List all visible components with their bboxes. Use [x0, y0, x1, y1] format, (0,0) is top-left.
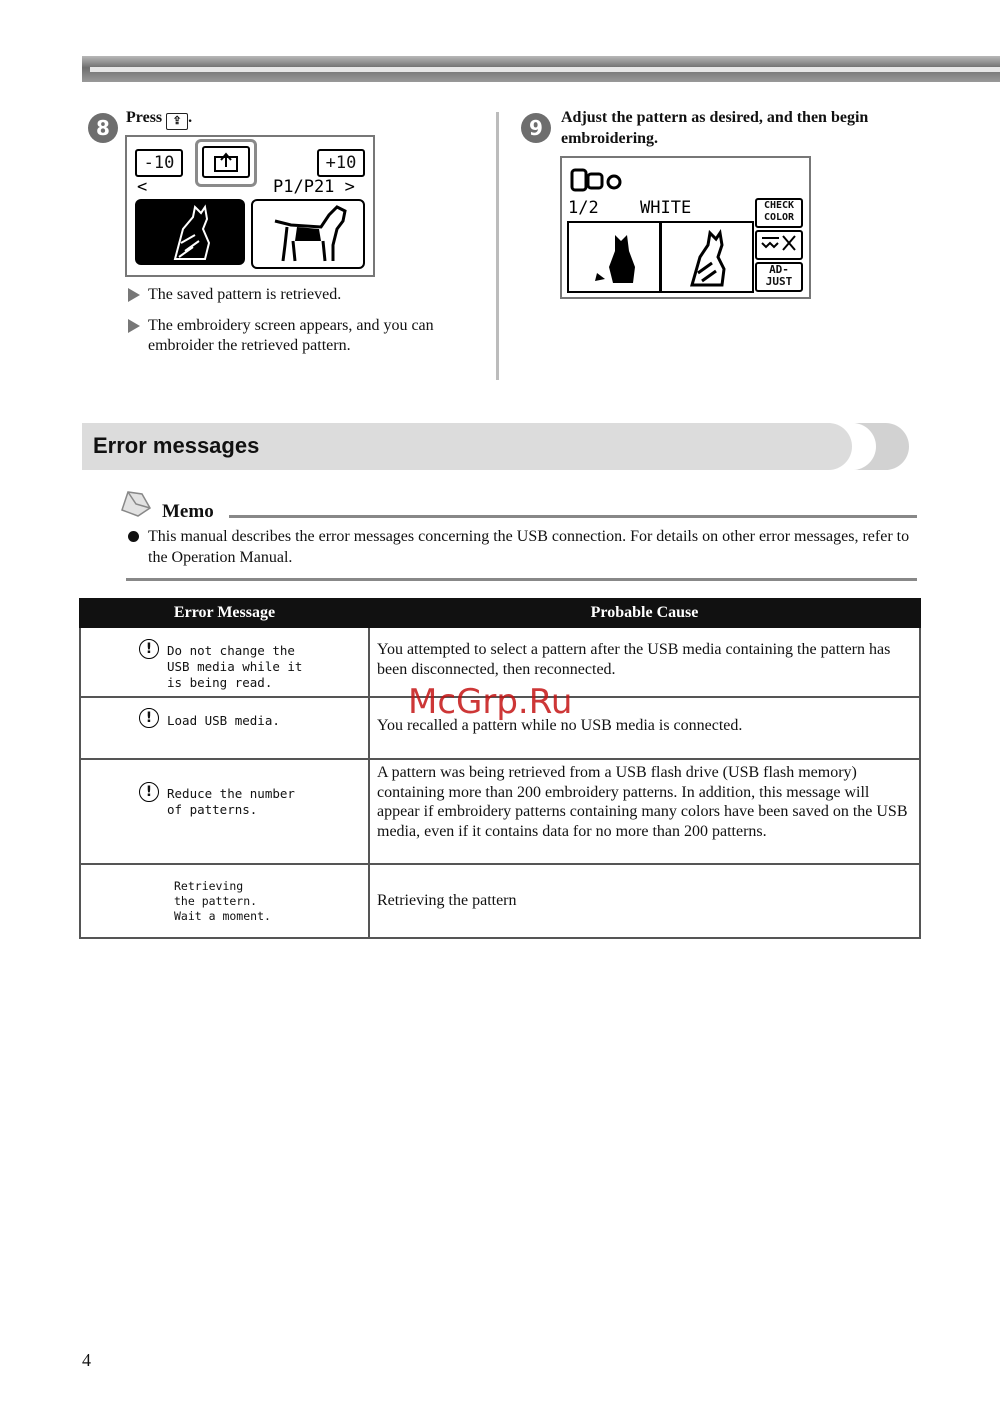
dog-silhouette-icon: [662, 223, 752, 291]
pattern-thumbnail[interactable]: [251, 199, 365, 269]
pattern-thumbnail-selected[interactable]: [135, 199, 245, 265]
error-message-cell: [80, 759, 369, 864]
column-divider: [496, 112, 499, 380]
step-8-title: [126, 107, 192, 130]
page-number: 4: [82, 1350, 91, 1370]
memo-rule-top: [229, 515, 917, 518]
thread-cut-button[interactable]: [755, 230, 803, 260]
retrieve-icon: [213, 151, 239, 173]
retrieve-key-icon: ⇪: [166, 113, 188, 130]
cat-silhouette-icon: [569, 223, 659, 291]
dog-pattern-icon: [135, 199, 245, 265]
embroidery-frame-icon: [568, 166, 628, 194]
memo-bullet: [128, 531, 139, 542]
cat-pattern-preview: [567, 221, 661, 293]
step-8-bullet-2: [148, 316, 478, 356]
memo-text: This manual describes the error messages concerning the USB connection. For details on other error messages, refer to the Operation Manual.: [148, 528, 910, 566]
error-message-text: Load USB media.: [167, 713, 280, 728]
adjust-button[interactable]: AD- JUST: [755, 262, 803, 292]
table-row: [80, 759, 920, 864]
error-messages-table: [79, 598, 921, 939]
probable-cause-cell: You recalled a pattern while no USB media is connected.: [369, 697, 920, 759]
watermark: McGrp.Ru: [408, 682, 573, 722]
dog-pattern-preview: [660, 221, 754, 293]
plus-10-button[interactable]: +10: [317, 149, 365, 177]
step-8-title-text: Press: [126, 109, 163, 126]
step-9-title: Adjust the pattern as desired, and then begin embroidering.: [561, 109, 869, 147]
prev-page-arrow[interactable]: <: [137, 177, 148, 197]
probable-cause-cell: A pattern was being retrieved from a USB flash drive (USB flash memory) containing more than 200 embroidery patterns. In addition, this message will appear if embroidery patterns containing many colors have been saved on the USB media, even if it contains data for no more than 200 patterns.: [369, 759, 920, 864]
minus-10-button[interactable]: -10: [135, 149, 183, 177]
check-color-button[interactable]: CHECK COLOR: [755, 198, 803, 228]
warning-icon: !: [139, 639, 159, 659]
header-probable-cause: Probable Cause: [369, 599, 920, 627]
header-error-message: Error Message: [80, 599, 369, 627]
step-8-bullet-2-text: The embroidery screen appears, and you can embroider the retrieved pattern.: [148, 317, 434, 354]
hound-pattern-icon: [253, 201, 363, 267]
probable-cause-cell: Retrieving the pattern: [369, 864, 920, 938]
step-8-bullet-1: [148, 285, 478, 305]
step-8-bullet-1-text: The saved pattern is retrieved.: [148, 286, 342, 303]
section-title: Error messages: [93, 433, 260, 458]
error-message-cell: [80, 627, 369, 697]
error-message-cell: [80, 697, 369, 759]
table-row: [80, 864, 920, 938]
warning-icon: !: [139, 782, 159, 802]
error-message-text: Reduce the number of patterns.: [167, 786, 295, 817]
memo-rule-bottom: [126, 578, 917, 581]
error-message-cell: [80, 864, 369, 938]
probable-cause-cell: You attempted to select a pattern after the USB media containing the pattern has been disconnected, then reconnected.: [369, 627, 920, 697]
step-9-lcd-screen: [560, 156, 811, 299]
scissors-icon: [759, 232, 799, 254]
memo-title: Memo: [162, 501, 214, 522]
error-message-text: Do not change the USB media while it is being read.: [167, 643, 303, 690]
step-9-number: 9: [521, 113, 551, 143]
thread-color-name: WHITE: [640, 198, 692, 218]
step-8-number: 8: [88, 113, 118, 143]
step-8-lcd-screen: [125, 135, 375, 277]
table-header-row: [80, 599, 920, 627]
bullet-arrow-icon: [128, 288, 140, 302]
retrieve-button[interactable]: [202, 146, 250, 178]
step-8-title-end: .: [188, 109, 193, 126]
color-counter: 1/2: [568, 198, 599, 218]
error-message-text: Retrieving the pattern. Wait a moment.: [174, 879, 271, 923]
page-indicator: P1/P21 >: [273, 177, 355, 197]
memo-icon: [118, 488, 154, 520]
bullet-arrow-icon: [128, 319, 140, 333]
warning-icon: !: [139, 708, 159, 728]
header-bar-highlight: [90, 67, 1000, 72]
